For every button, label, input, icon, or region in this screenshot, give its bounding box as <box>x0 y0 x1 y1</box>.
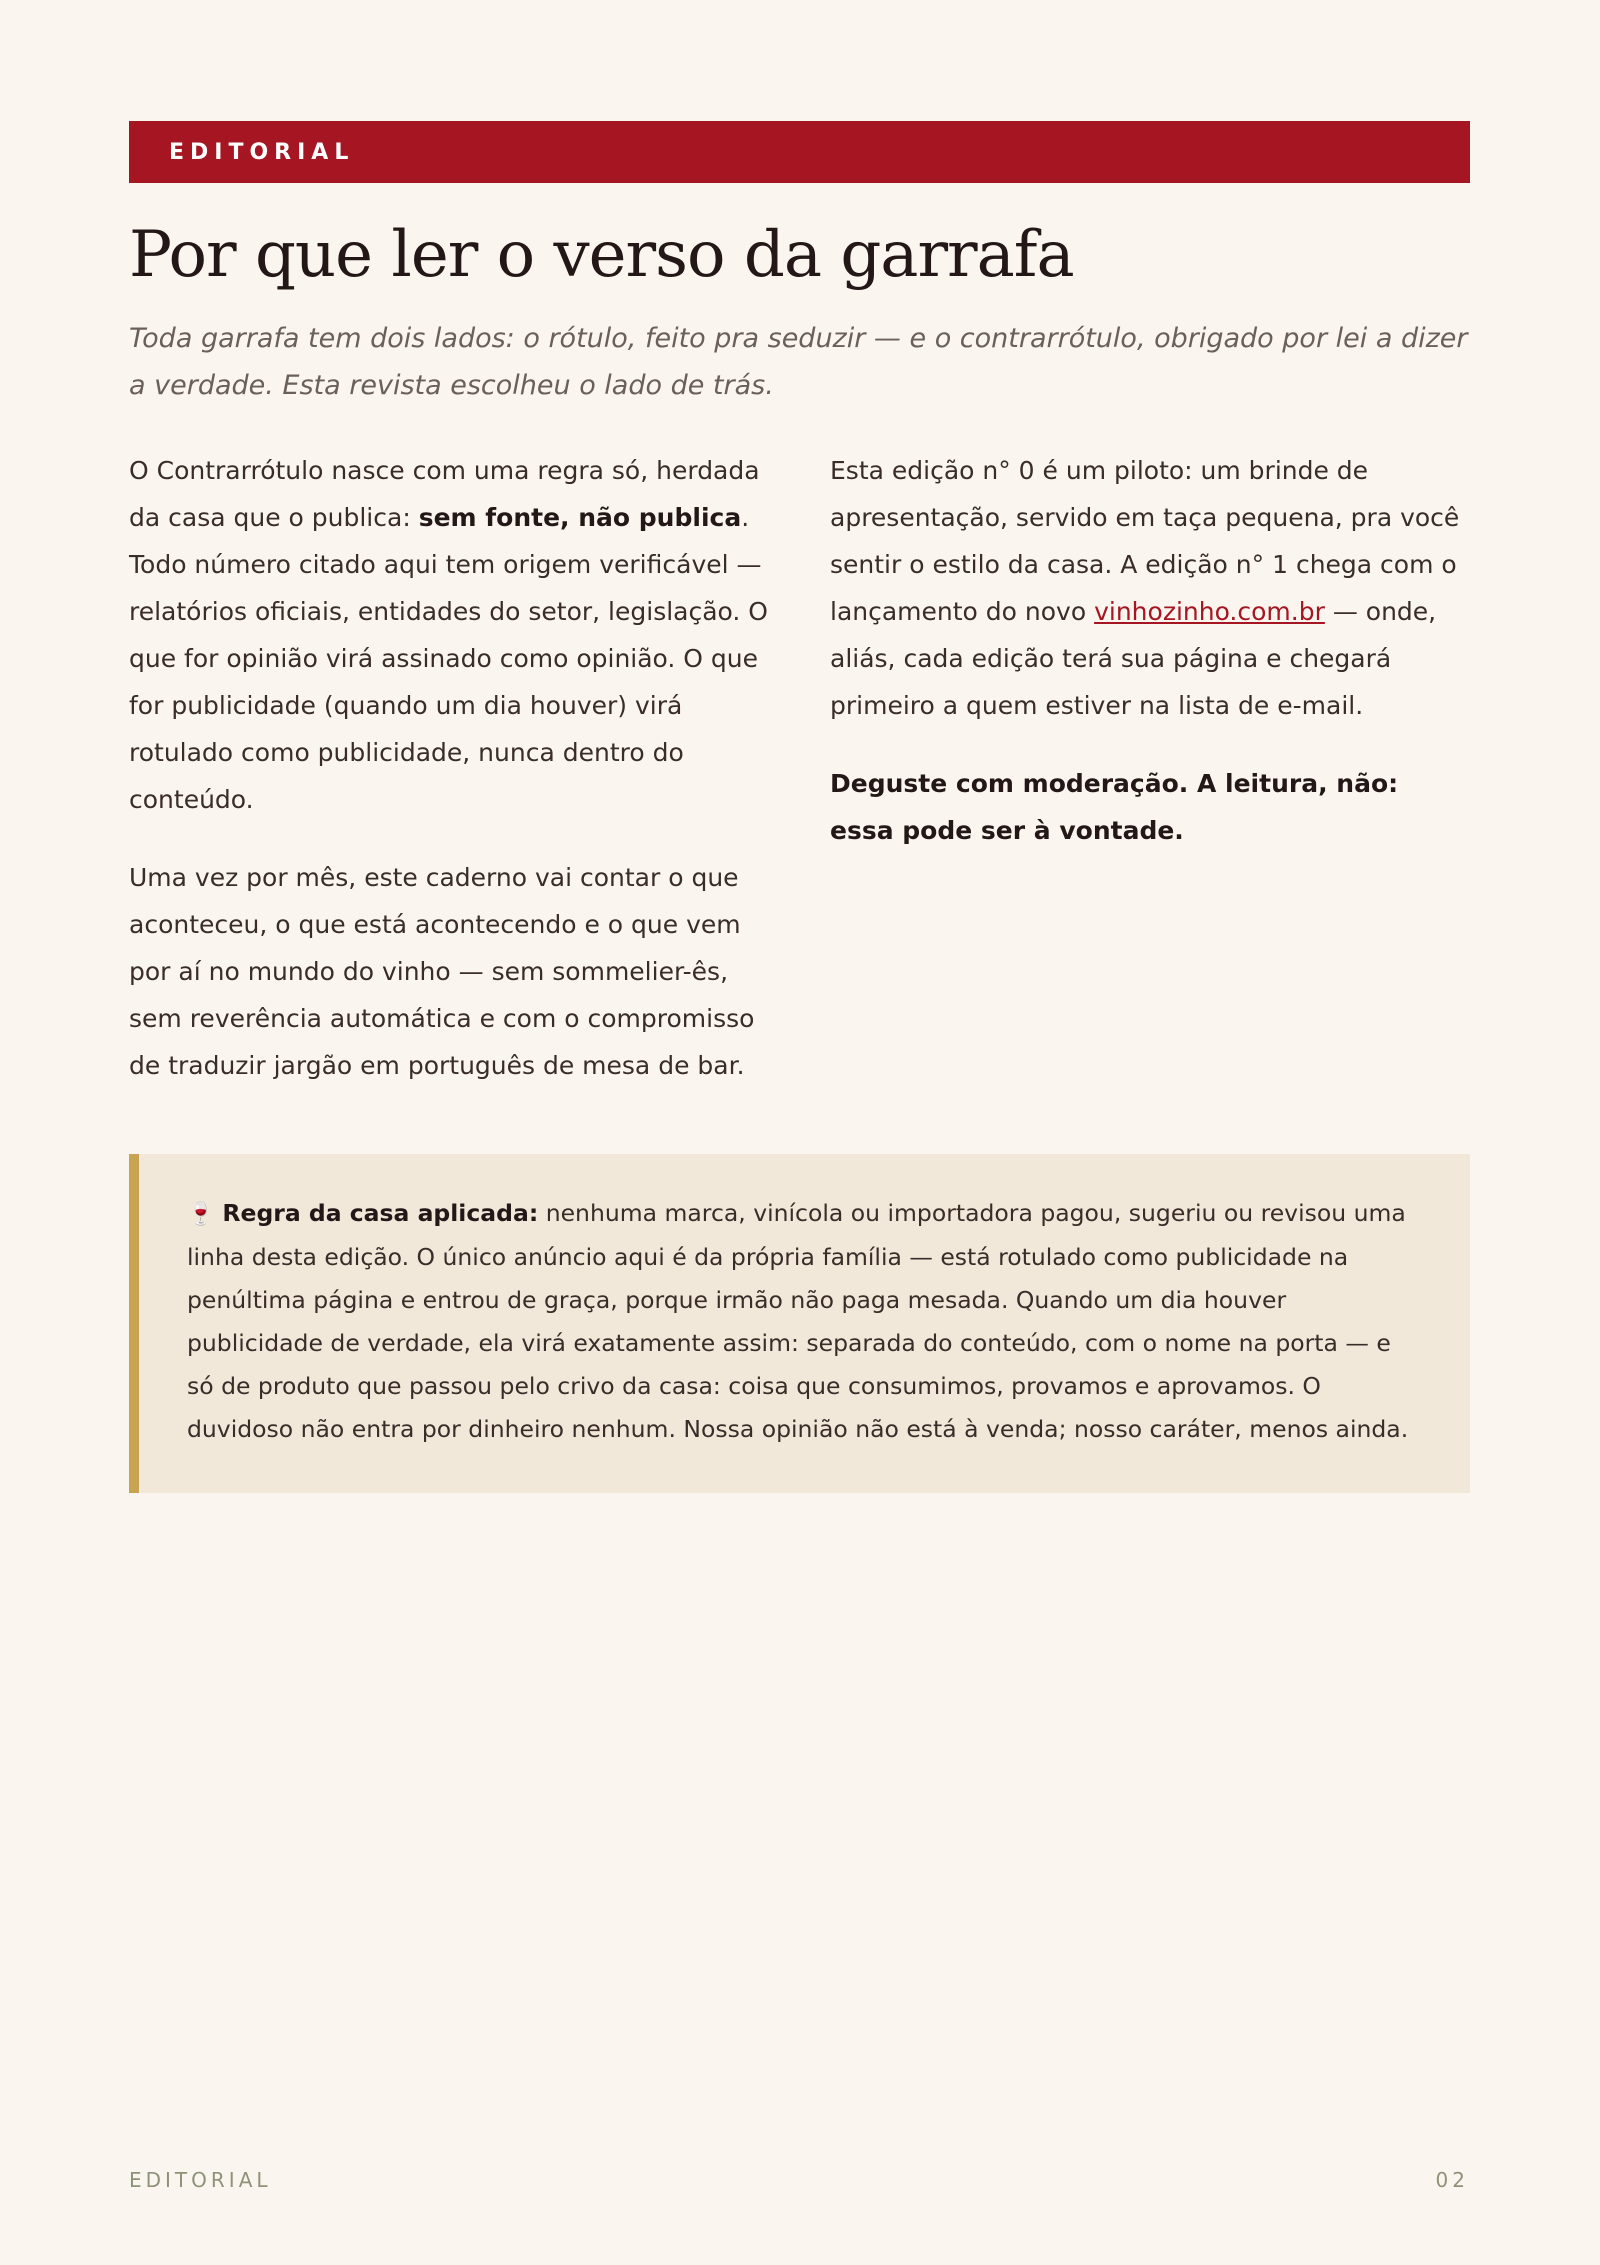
wine-glass-icon: 🍷 <box>187 1202 215 1227</box>
p1-text-start: O Contrarrótulo nasce com uma regra só, herdada da casa que o publica: <box>129 456 760 532</box>
section-label: EDITORIAL <box>169 139 355 165</box>
editorial-page <box>129 121 1470 1493</box>
article-dek: Toda garrafa tem dois lados: o rótulo, feito pra seduzir — e o contrarrótulo, obrigado por lei a dizer a verdade. Esta revista escolheu o lado de trás. <box>129 323 1468 401</box>
body-column-left <box>129 447 768 1120</box>
article-body <box>129 447 1470 1120</box>
house-rule-callout <box>129 1154 1470 1493</box>
article-title: Por que ler o verso da garrafa <box>129 218 1074 292</box>
p1-emphasis: sem fonte, não publica <box>418 503 742 532</box>
callout-lead: Regra da casa aplicada: <box>222 1199 539 1227</box>
closing-line: Deguste com moderação. A leitura, não: essa pode ser à vontade. <box>830 769 1399 845</box>
callout-text: nenhuma marca, vinícola ou importadora pagou, sugeriu ou revisou uma linha desta edição. O único anúncio aqui é da própria família — está rotulado como publicidade na penúltima página e entrou de graça, porque irmão não paga mesada. Quando um dia houver publicidade de verdade, ela virá exatamente assim: separada do conteúdo, com o nome na porta — e só de produto que passou pelo crivo da casa: coisa que consumimos, provamos e aprovamos. O duvidoso não entra por dinheiro nenhum. Nossa opinião não está à venda; nosso caráter, menos ainda. <box>187 1199 1409 1443</box>
p3-text-start: Esta edição n° 0 é um piloto: um brinde de apresentação, servido em taça pequena, pra você sentir o estilo da casa. A edição n° 1 chega com o lançamento do novo <box>830 456 1460 626</box>
section-header-bar <box>129 121 1470 183</box>
vinhozinho-link[interactable]: vinhozinho.com.br <box>1094 597 1325 626</box>
body-paragraph-3 <box>830 447 1469 729</box>
p1-text-end: . Todo número citado aqui tem origem verificável — relatórios oficiais, entidades do setor, legislação. O que for opinião virá assinado como opinião. O que for publicidade (quando um dia houver) virá rotulado como publicidade, nunca dentro do conteúdo. <box>129 503 768 814</box>
body-column-right <box>830 353 1469 1120</box>
body-paragraph-4 <box>830 760 1469 854</box>
p3-text-end: — onde, aliás, cada edição terá sua página e chegará primeiro a quem estiver na lista de e-mail. <box>830 597 1437 720</box>
body-paragraph-1 <box>129 447 768 823</box>
body-paragraph-2: Uma vez por mês, este caderno vai contar o que aconteceu, o que está acontecendo e o que vem por aí no mundo do vinho — sem sommelier-ês, sem reverência automática e com o compromisso de traduzir jargão em português de mesa de bar. <box>129 863 755 1080</box>
footer-section-label: EDITORIAL <box>129 2168 272 2192</box>
footer-page-number: 02 <box>1435 2168 1469 2192</box>
